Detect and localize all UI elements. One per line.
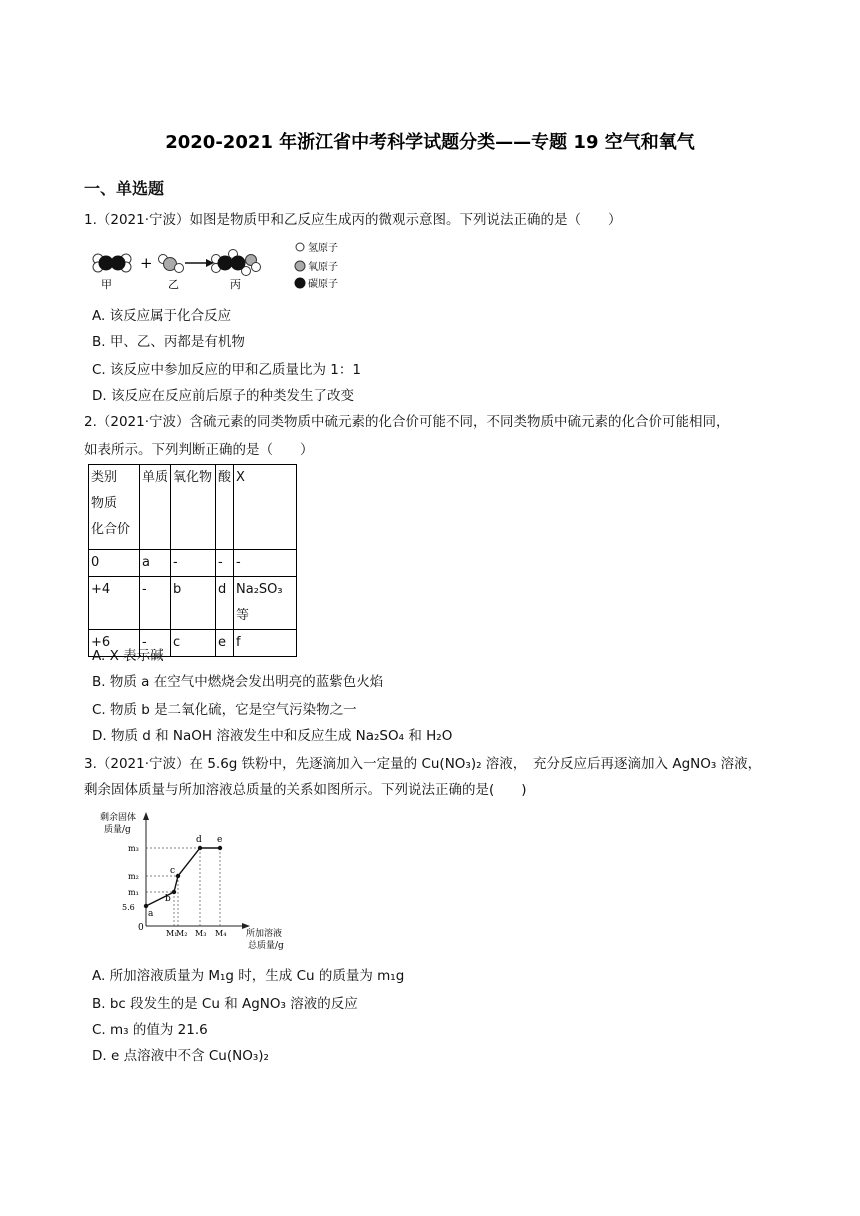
corner-label-category: 类别 <box>91 470 118 485</box>
x-axis-label-1: 所加溶液 <box>246 929 283 939</box>
table-cell: a <box>140 550 171 577</box>
section-heading: 一、单选题 <box>84 179 165 198</box>
x-axis-label-2: 总质量/g <box>248 941 284 951</box>
table-row <box>89 577 297 630</box>
q1-option-a: A. 该反应属于化合反应 <box>92 308 232 324</box>
table-cell: b <box>171 577 216 630</box>
table-header-cell: 氧化物 <box>171 465 216 550</box>
y-axis-arrow-icon <box>143 812 149 820</box>
q3-option-b: B. bc 段发生的是 Cu 和 AgNO₃ 溶液的反应 <box>92 996 358 1012</box>
point-d <box>198 846 202 850</box>
q3-option-d: D. e 点溶液中不含 Cu(NO₃)₂ <box>92 1048 269 1064</box>
table-header-cell: 酸 <box>216 465 234 550</box>
point-c <box>176 874 180 878</box>
x-tick-M4: M₄ <box>215 929 227 938</box>
label-yi: 乙 <box>168 278 179 291</box>
point-label-a: a <box>148 909 154 919</box>
y-axis-label-2: 质量/g <box>104 825 131 835</box>
q2-stem-line1: 2.（2021·宁波）含硫元素的同类物质中硫元素的化合价可能不同，不同类物质中硫元素的化合价可能相同， <box>84 414 730 430</box>
legend-carbon: 碳原子 <box>308 279 338 290</box>
q1-option-d: D. 该反应在反应前后原子的种类发生了改变 <box>92 388 354 404</box>
oxygen-icon <box>295 261 305 271</box>
x-tick-M2: M₂ <box>176 929 188 938</box>
x-tick-M1: M₁ <box>166 929 178 938</box>
corner-label-substance: 物质 <box>91 496 118 511</box>
point-label-e: e <box>217 835 223 845</box>
q1-stem: 1.（2021·宁波）如图是物质甲和乙反应生成丙的微观示意图。下列说法正确的是（ ） <box>84 212 622 228</box>
table-cell: Na₂SO₃ 等 <box>234 577 297 630</box>
label-bing: 丙 <box>230 278 241 291</box>
legend-oxygen: 氧原子 <box>308 262 338 273</box>
q3-mass-graph <box>88 808 308 958</box>
table-header-row <box>89 465 297 550</box>
plus-sign: + <box>140 254 153 272</box>
origin-label: 0 <box>138 923 144 933</box>
y-axis-label-1: 剩余固体 <box>100 813 137 823</box>
molecule-jia <box>93 254 131 272</box>
guide-lines <box>146 848 220 926</box>
molecule-bing <box>212 250 261 276</box>
table-cell: f <box>234 630 297 657</box>
table-cell: e <box>216 630 234 657</box>
point-label-c: c <box>170 866 176 876</box>
point-label-d: d <box>196 835 202 845</box>
table-corner-cell <box>89 465 140 550</box>
y-tick-5-6: 5.6 <box>122 903 135 912</box>
table-cell: +6 <box>89 630 140 657</box>
molecule-yi <box>159 255 184 273</box>
q2-option-b: B. 物质 a 在空气中燃烧会发出明亮的蓝紫色火焰 <box>92 674 384 690</box>
q2-option-a: A. X 表示碱 <box>92 648 164 664</box>
x-tick-M3: M₃ <box>195 929 207 938</box>
q2-option-d: D. 物质 d 和 NaOH 溶液发生中和反应生成 Na₂SO₄ 和 H₂O <box>92 728 453 744</box>
table-cell: - <box>171 550 216 577</box>
table-row <box>89 550 297 577</box>
table-header-cell: 单质 <box>140 465 171 550</box>
label-jia: 甲 <box>101 278 112 291</box>
q3-stem-line2: 剩余固体质量与所加溶液总质量的关系如图所示。下列说法正确的是( ) <box>84 782 527 798</box>
table-cell: - <box>234 550 297 577</box>
valence-table <box>88 464 297 657</box>
mass-curve <box>146 848 220 906</box>
q1-option-c: C. 该反应中参加反应的甲和乙质量比为 1：1 <box>92 362 361 378</box>
page-title: 2020-2021 年浙江省中考科学试题分类——专题 19 空气和氧气 <box>165 132 695 153</box>
table-header-cell: X <box>234 465 297 550</box>
table-cell: - <box>216 550 234 577</box>
q1-molecule-diagram <box>88 240 358 292</box>
corner-label-valence: 化合价 <box>91 522 131 537</box>
carbon-icon <box>295 278 306 289</box>
table-cell: 0 <box>89 550 140 577</box>
table-cell: c <box>171 630 216 657</box>
y-tick-m3: m₃ <box>128 844 139 853</box>
q3-option-c: C. m₃ 的值为 21.6 <box>92 1022 208 1038</box>
table-cell: +4 <box>89 577 140 630</box>
hydrogen-icon <box>296 243 304 251</box>
point-a <box>144 904 148 908</box>
y-tick-m2: m₂ <box>128 872 139 881</box>
q1-option-b: B. 甲、乙、丙都是有机物 <box>92 334 245 350</box>
legend-hydrogen: 氢原子 <box>308 243 338 254</box>
q3-stem-line1: 3.（2021·宁波）在 5.6g 铁粉中，先逐滴加入一定量的 Cu(NO₃)₂ 溶液， 充分反应后再逐滴加入 AgNO₃ 溶液， <box>84 756 762 772</box>
point-label-b: b <box>165 894 171 904</box>
table-cell: - <box>140 577 171 630</box>
table-cell: - <box>140 630 171 657</box>
point-e <box>218 846 222 850</box>
y-tick-m1: m₁ <box>128 888 139 897</box>
q2-stem-line2: 如表所示。下列判断正确的是（ ） <box>84 442 314 458</box>
q2-option-c: C. 物质 b 是二氧化硫，它是空气污染物之一 <box>92 702 357 718</box>
table-cell: d <box>216 577 234 630</box>
q3-option-a: A. 所加溶液质量为 M₁g 时，生成 Cu 的质量为 m₁g <box>92 968 405 984</box>
point-b <box>172 890 176 894</box>
